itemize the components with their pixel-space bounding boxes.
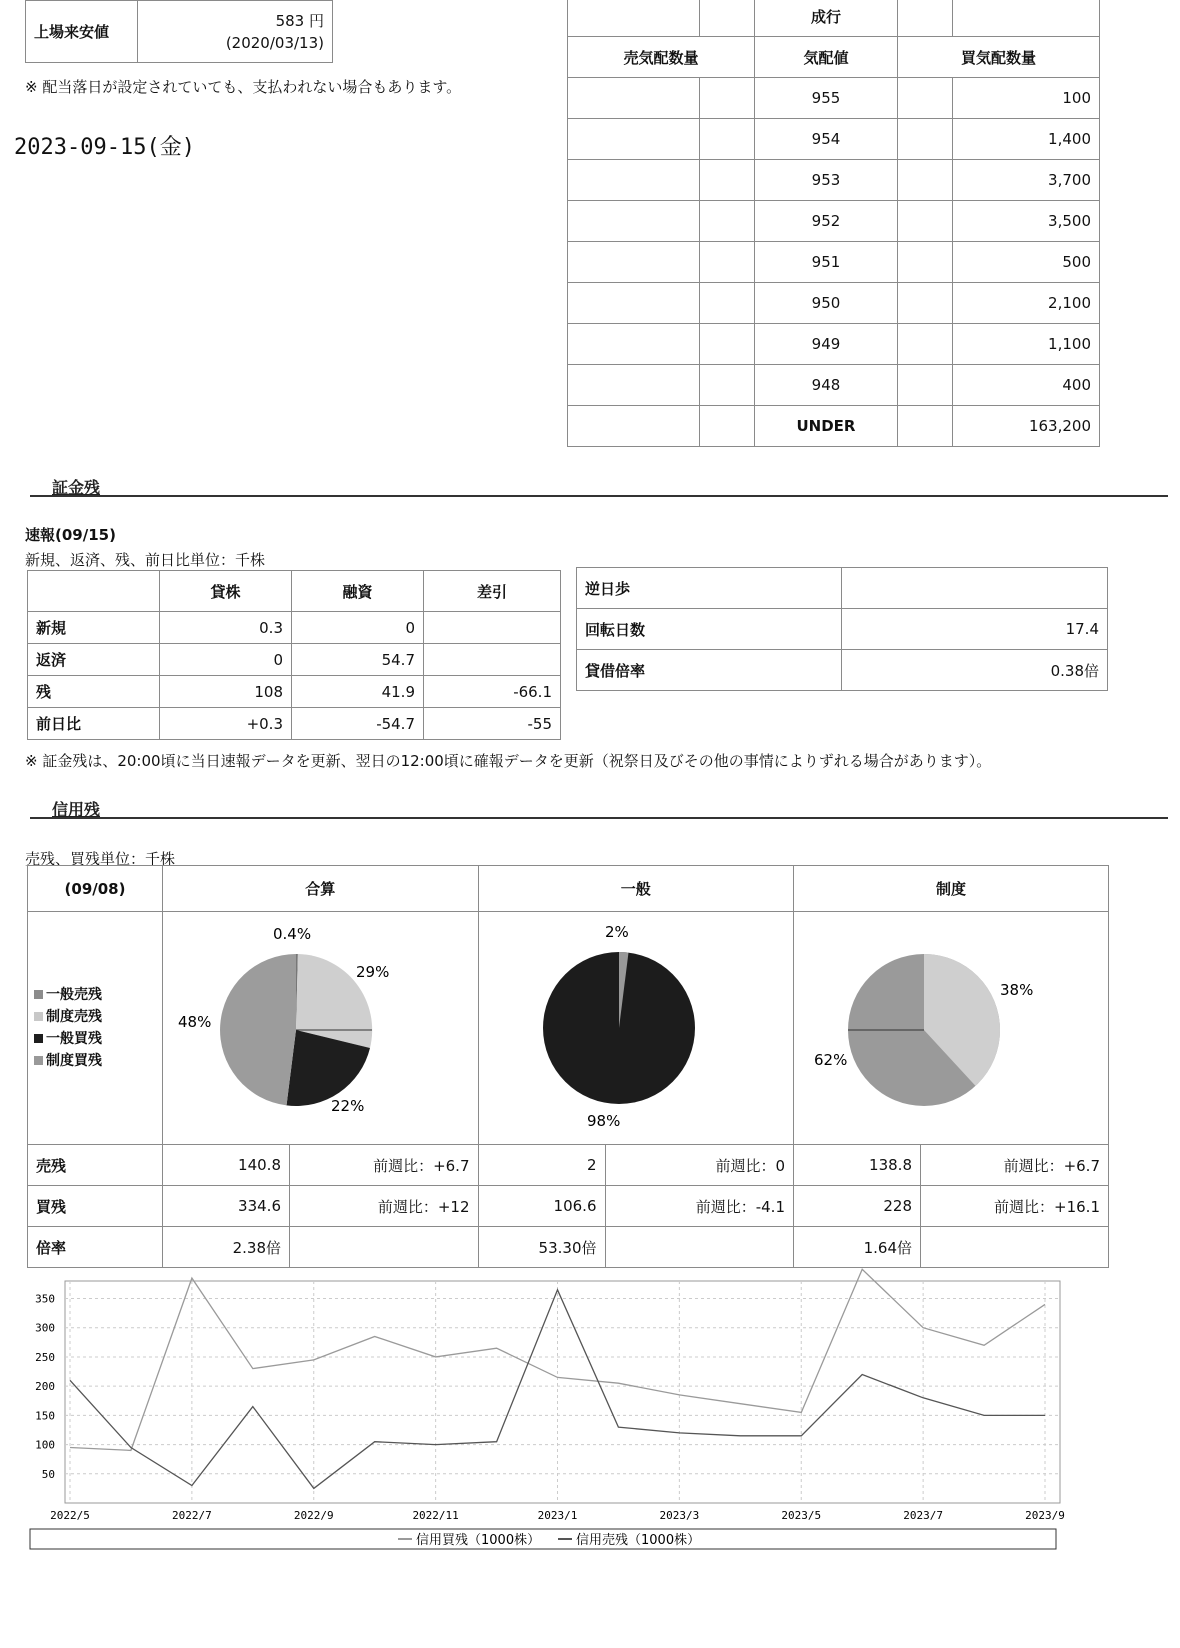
credit-weekly-change	[290, 1227, 479, 1268]
credit-weekly-change: 前週比：-4.1	[605, 1186, 794, 1227]
sell-qty	[568, 201, 700, 242]
sell-qty-sub	[700, 283, 755, 324]
sell-qty-sub	[700, 324, 755, 365]
quote-price: 949	[755, 324, 898, 365]
credit-weekly-change: 前週比：+6.7	[290, 1145, 479, 1186]
buy-qty-sub	[898, 365, 953, 406]
order-book-row	[568, 242, 1100, 283]
pie-label: 0.4%	[273, 925, 312, 943]
credit-row-label: 売残	[28, 1145, 163, 1186]
credit-date: (09/08)	[28, 866, 163, 912]
sell-qty-sub	[700, 78, 755, 119]
legend-series-label: 信用売残（1000株）	[576, 1533, 701, 1548]
margin-row-label: 前日比	[28, 708, 160, 740]
chart-legend-box	[30, 1529, 1056, 1549]
pie-system-cell	[794, 912, 1109, 1145]
pie-system	[794, 912, 1108, 1140]
margin-row	[28, 612, 561, 644]
quote-price: UNDER	[755, 406, 898, 447]
section-divider	[30, 817, 1168, 819]
order-book-row	[568, 406, 1100, 447]
sell-qty	[568, 406, 700, 447]
x-tick-label: 2023/1	[537, 1509, 578, 1522]
low-since-listing-date: (2020/03/13)	[225, 33, 324, 52]
credit-chart-wrapper	[30, 1276, 1065, 1560]
buy-qty-sub	[898, 119, 953, 160]
buy-qty: 500	[953, 242, 1100, 283]
pie-label: 38%	[1000, 981, 1034, 999]
pie-general-cell	[478, 912, 794, 1145]
pie-label: 98%	[586, 1112, 620, 1130]
buy-qty: 3,500	[953, 201, 1100, 242]
x-tick-label: 2022/11	[412, 1509, 459, 1522]
margin-col-diff: 差引	[424, 571, 561, 612]
legend-series-label: 信用買残（1000株）	[416, 1533, 541, 1548]
margin-side-value	[842, 568, 1108, 609]
market-order-label: 成行	[755, 0, 898, 37]
y-tick-label: 200	[35, 1380, 55, 1394]
legend-swatch-icon	[34, 1012, 43, 1021]
pie-label: 29%	[356, 963, 390, 981]
legend-swatch-icon	[34, 1034, 43, 1043]
credit-table	[27, 865, 1109, 1268]
order-book-table	[567, 0, 1100, 447]
credit-value: 228	[794, 1186, 921, 1227]
buy-qty: 1,400	[953, 119, 1100, 160]
buy-qty: 400	[953, 365, 1100, 406]
margin-row	[28, 708, 561, 740]
margin-lend-value: 0	[160, 644, 292, 676]
flash-label: 速報(09/15)	[25, 526, 116, 544]
order-book-row	[568, 160, 1100, 201]
credit-value: 53.30倍	[478, 1227, 605, 1268]
buy-qty-sub	[898, 242, 953, 283]
x-tick-label: 2023/5	[781, 1509, 822, 1522]
quote-price: 952	[755, 201, 898, 242]
credit-weekly-change: 前週比：+12	[290, 1186, 479, 1227]
credit-row	[28, 1227, 1109, 1268]
low-since-listing-price: 583 円	[275, 11, 324, 30]
margin-side-row	[577, 609, 1108, 650]
sell-qty	[568, 324, 700, 365]
pie-legend	[28, 912, 163, 1145]
credit-row	[28, 1145, 1109, 1186]
y-tick-label: 300	[35, 1321, 55, 1335]
margin-col-finance: 融資	[292, 571, 424, 612]
credit-weekly-change	[605, 1227, 794, 1268]
margin-side-value: 17.4	[842, 609, 1108, 650]
price-header: 気配値	[755, 37, 898, 78]
margin-side-table	[576, 567, 1108, 691]
margin-side-row	[577, 568, 1108, 609]
order-book-row	[568, 201, 1100, 242]
legend-general-sell: 一般売残	[46, 987, 102, 1003]
credit-row	[28, 1186, 1109, 1227]
y-tick-label: 150	[35, 1409, 55, 1423]
credit-value: 140.8	[163, 1145, 290, 1186]
sell-qty	[568, 365, 700, 406]
y-tick-label: 250	[35, 1350, 55, 1364]
margin-side-row	[577, 650, 1108, 691]
margin-row-label: 新規	[28, 612, 160, 644]
margin-side-value: 0.38倍	[842, 650, 1108, 691]
legend-system-sell: 制度売残	[46, 1009, 102, 1025]
pie-total	[163, 912, 462, 1140]
order-book-row	[568, 324, 1100, 365]
credit-weekly-change: 前週比：+16.1	[921, 1186, 1109, 1227]
margin-side-label: 貸借倍率	[577, 650, 842, 691]
legend-swatch-icon	[34, 1056, 43, 1065]
buy-qty-header: 買気配数量	[898, 37, 1100, 78]
margin-finance-value: 0	[292, 612, 424, 644]
credit-value: 2	[478, 1145, 605, 1186]
sell-qty	[568, 242, 700, 283]
x-tick-label: 2023/3	[659, 1509, 700, 1522]
section-divider	[30, 495, 1168, 497]
buy-qty-sub	[898, 324, 953, 365]
margin-diff-value: -55	[424, 708, 561, 740]
y-tick-label: 350	[35, 1292, 55, 1306]
buy-qty: 100	[953, 78, 1100, 119]
margin-row	[28, 644, 561, 676]
credit-value: 106.6	[478, 1186, 605, 1227]
sell-qty-sub	[700, 201, 755, 242]
credit-row-label: 買残	[28, 1186, 163, 1227]
chart-plot-area	[65, 1281, 1060, 1503]
margin-diff-value	[424, 612, 561, 644]
margin-lend-value: 108	[160, 676, 292, 708]
credit-value: 138.8	[794, 1145, 921, 1186]
pie-label: 48%	[178, 1013, 212, 1031]
quote-price: 951	[755, 242, 898, 283]
x-tick-label: 2023/7	[903, 1509, 943, 1522]
sell-qty-sub	[700, 119, 755, 160]
order-book-row	[568, 365, 1100, 406]
legend-system-buy: 制度買残	[46, 1053, 102, 1069]
x-tick-label: 2022/5	[50, 1509, 90, 1522]
margin-side-label: 回転日数	[577, 609, 842, 650]
pie-label: 22%	[331, 1097, 365, 1115]
legend-swatch-icon	[34, 990, 43, 999]
credit-col-total: 合算	[163, 866, 479, 912]
credit-value: 334.6	[163, 1186, 290, 1227]
credit-unit: 売残、買残単位：千株	[25, 850, 176, 868]
margin-unit: 新規、返済、残、前日比単位：千株	[25, 551, 266, 569]
pie-label: 2%	[604, 923, 629, 941]
y-tick-label: 100	[35, 1438, 55, 1452]
quote-price: 953	[755, 160, 898, 201]
legend-general-buy: 一般買残	[46, 1031, 102, 1047]
buy-qty: 2,100	[953, 283, 1100, 324]
x-tick-label: 2022/7	[172, 1509, 212, 1522]
dividend-note: ※ 配当落日が設定されていても、支払われない場合もあります。	[25, 78, 462, 96]
buy-qty: 1,100	[953, 324, 1100, 365]
margin-row-label: 返済	[28, 644, 160, 676]
order-book-row	[568, 78, 1100, 119]
margin-finance-value: 54.7	[292, 644, 424, 676]
margin-side-label: 逆日歩	[577, 568, 842, 609]
margin-finance-value: 41.9	[292, 676, 424, 708]
quote-price: 950	[755, 283, 898, 324]
y-tick-label: 50	[41, 1467, 55, 1481]
buy-qty-sub	[898, 201, 953, 242]
pie-slice	[220, 954, 296, 1105]
credit-weekly-change: 前週比：+6.7	[921, 1145, 1109, 1186]
quote-price: 948	[755, 365, 898, 406]
sell-qty-header: 売気配数量	[568, 37, 755, 78]
sell-qty-sub	[700, 365, 755, 406]
credit-col-system: 制度	[794, 866, 1109, 912]
margin-row	[28, 676, 561, 708]
buy-qty: 163,200	[953, 406, 1100, 447]
margin-row-label: 残	[28, 676, 160, 708]
credit-col-general: 一般	[478, 866, 794, 912]
sell-qty	[568, 78, 700, 119]
order-book-row	[568, 283, 1100, 324]
order-book-row	[568, 119, 1100, 160]
pie-general	[479, 912, 778, 1140]
credit-section-title: 信用残	[52, 800, 101, 819]
quote-price: 954	[755, 119, 898, 160]
sell-qty	[568, 283, 700, 324]
credit-history-chart	[30, 1276, 1065, 1560]
sell-qty	[568, 119, 700, 160]
buy-qty-sub	[898, 406, 953, 447]
margin-lend-value: +0.3	[160, 708, 292, 740]
buy-qty-sub	[898, 78, 953, 119]
margin-finance-value: -54.7	[292, 708, 424, 740]
x-tick-label: 2022/9	[293, 1509, 334, 1522]
credit-row-label: 倍率	[28, 1227, 163, 1268]
credit-value: 1.64倍	[794, 1227, 921, 1268]
low-since-listing-label: 上場来安値	[26, 1, 138, 63]
credit-value: 2.38倍	[163, 1227, 290, 1268]
margin-lend-value: 0.3	[160, 612, 292, 644]
buy-qty-sub	[898, 283, 953, 324]
date-heading: 2023-09-15(金)	[14, 135, 195, 160]
margin-diff-value: -66.1	[424, 676, 561, 708]
sell-qty-sub	[700, 242, 755, 283]
buy-qty-sub	[898, 160, 953, 201]
sell-qty-sub	[700, 160, 755, 201]
x-tick-label: 2023/9	[1025, 1509, 1065, 1522]
credit-weekly-change	[921, 1227, 1109, 1268]
sell-qty-sub	[700, 406, 755, 447]
margin-col-lend: 貸株	[160, 571, 292, 612]
buy-qty: 3,700	[953, 160, 1100, 201]
margin-diff-value	[424, 644, 561, 676]
margin-note: ※ 証金残は、20:00頃に当日速報データを更新、翌日の12:00頃に確報データを更新（祝祭日及びその他の事情によりずれる場合があります）。	[25, 752, 992, 770]
low-since-listing-table	[25, 0, 333, 63]
margin-table	[27, 570, 561, 740]
credit-weekly-change: 前週比：0	[605, 1145, 794, 1186]
quote-price: 955	[755, 78, 898, 119]
margin-section-title: 証金残	[52, 478, 101, 497]
pie-label: 62%	[814, 1051, 848, 1069]
sell-qty	[568, 160, 700, 201]
pie-total-cell	[163, 912, 479, 1145]
